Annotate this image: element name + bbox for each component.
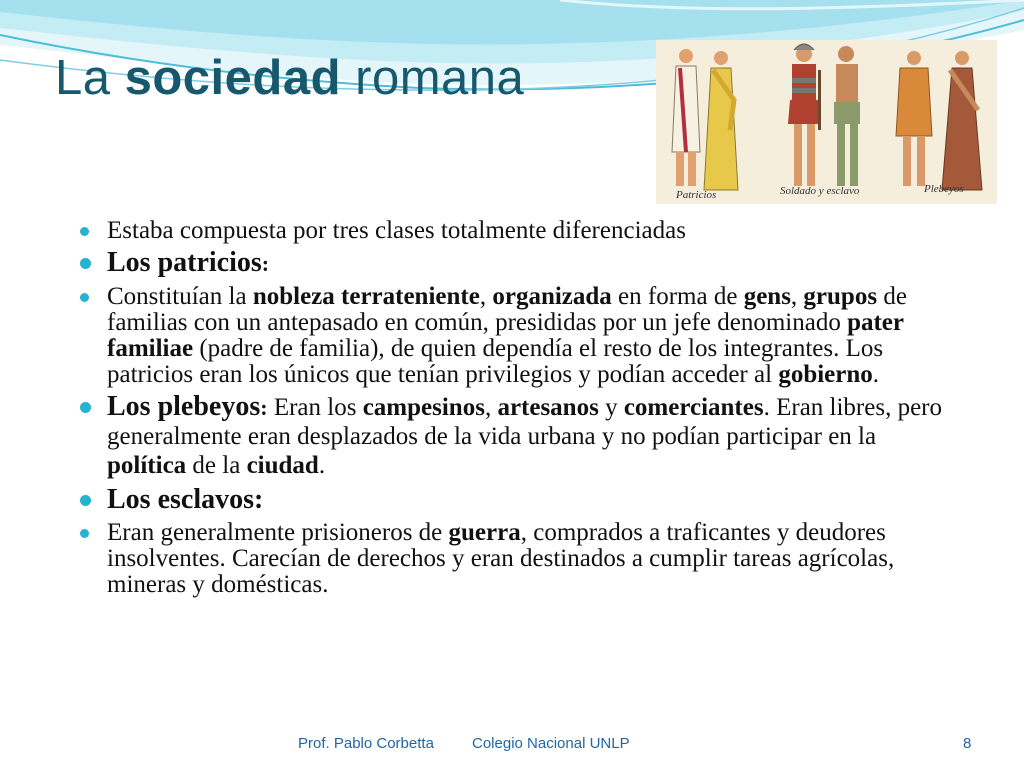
bullet-dot-icon	[80, 529, 89, 538]
plebeian-woman-figure	[942, 51, 982, 190]
bullet-dot-icon	[80, 402, 91, 413]
patrician-woman-figure	[704, 51, 738, 190]
bullet-dot-icon	[80, 293, 89, 302]
plebeian-man-figure	[896, 51, 932, 186]
soldier-figure	[788, 44, 821, 186]
heading-patricios: Los patricios:	[76, 249, 956, 278]
caption-patricios: Patricios	[676, 189, 717, 201]
footer-school: Colegio Nacional UNLP	[472, 735, 630, 752]
caption-soldado-esclavo: Soldado y esclavo	[780, 185, 860, 197]
bullet-patricios-description: Constituían la nobleza terrateniente, organizada en forma de gens, grupos de familias con un antepasado en común, presididas por un jefe denominado pater familiae (padre de familia), de quien dependía el resto de los integrantes. Los patricios eran los únicos que tenían privilegios y podían acceder al gobierno.	[76, 284, 956, 388]
caption-plebeyos: Plebeyos	[924, 183, 964, 195]
slave-figure	[834, 46, 860, 186]
bullet-esclavos-description: Eran generalmente prisioneros de guerra, comprados a traficantes y deudores insolventes. Carecían de derechos y eran destinados a cumplir tareas agrícolas, mineras y domésticas.	[76, 520, 956, 598]
bullet-dot-icon	[80, 227, 89, 236]
bullet-dot-icon	[80, 495, 91, 506]
heading-plebeyos: Los plebeyos: Eran los campesinos, artesanos y comerciantes. Eran libres, pero generalmente eran desplazados de la vida urbana y no podían participar en la política de la ciudad.	[76, 393, 956, 480]
roman-society-illustration	[656, 40, 997, 204]
footer-author: Prof. Pablo Corbetta	[298, 735, 434, 752]
page-number: 8	[963, 735, 972, 752]
patrician-man-figure	[672, 49, 700, 186]
slide-body	[76, 218, 956, 603]
bullet-dot-icon	[80, 258, 91, 269]
slide-title: La sociedad romana	[55, 51, 525, 105]
bullet-intro: Estaba compuesta por tres clases totalmente diferenciadas	[76, 218, 956, 244]
heading-esclavos: Los esclavos:	[76, 486, 956, 514]
